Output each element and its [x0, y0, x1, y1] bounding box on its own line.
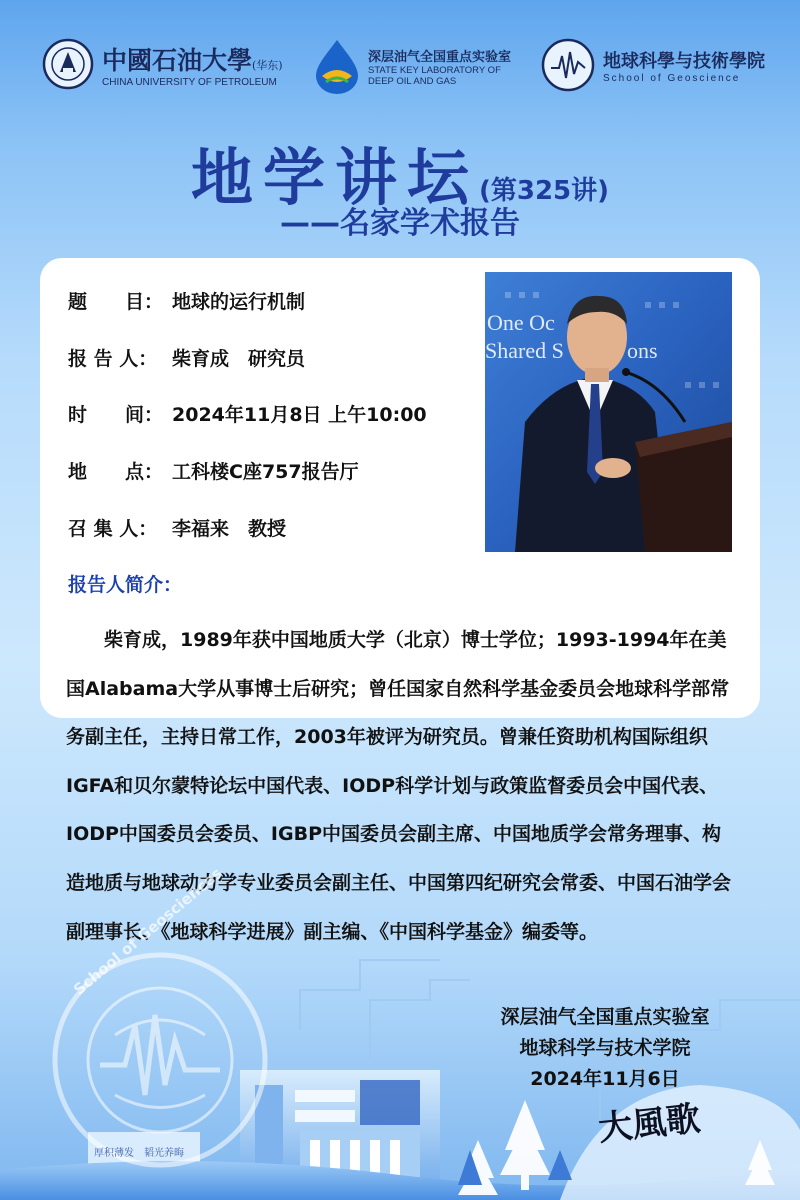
info-value: 2024年11月8日 上午10:00 [172, 404, 427, 426]
school-logo-group [541, 38, 765, 92]
photo-screen-text-3: ons [627, 338, 658, 363]
school-name-en: School of Geoscience [603, 72, 741, 84]
footer-school-name: 地球科学与技术学院 [519, 1037, 691, 1059]
info-row-speaker [68, 344, 305, 371]
info-value: 地球的运行机制 [172, 291, 306, 313]
info-label: 召 集 人： [68, 518, 158, 540]
lab-name-cn: 深层油气全国重点实验室 [368, 49, 512, 65]
info-row-time [68, 400, 427, 427]
upc-name-cn: 中國石油大學 [102, 45, 253, 75]
info-label: 时 间： [68, 404, 164, 426]
info-value: 柴育成 研究员 [172, 348, 306, 370]
footer-lab-name: 深层油气全国重点实验室 [500, 1006, 710, 1028]
lecture-subtitle: ——名家学术报告 [280, 206, 520, 241]
info-row-location [68, 457, 359, 484]
lab-logo-group [314, 38, 511, 94]
bookmark-text: 厚积薄发 韬光养晦 [94, 1148, 184, 1159]
info-label: 题 目： [68, 291, 164, 313]
lecture-series-name: 地学讲坛 [190, 141, 479, 214]
photo-screen-text-2: Shared S [485, 338, 564, 363]
speaker-photo [485, 272, 732, 552]
calligraphy-mark: 大風歌 [596, 1098, 703, 1150]
upc-emblem-icon [42, 38, 94, 90]
info-row-topic [68, 287, 305, 314]
upc-name-suffix: (华东) [252, 58, 283, 72]
info-label: 报 告 人： [68, 348, 158, 370]
lab-droplet-icon [314, 38, 360, 94]
photo-screen-text-1: One Oc [487, 310, 555, 335]
upc-name-en: CHINA UNIVERSITY OF PETROLEUM [102, 76, 277, 88]
seal-text: School of Geosciences [70, 864, 226, 999]
lab-name-en-2: DEEP OIL AND GAS [368, 75, 457, 87]
footer-organizers [440, 1002, 770, 1095]
lab-name-en-1: STATE KEY LABORATORY OF [368, 64, 501, 76]
bio-text: 柴育成，1989年获中国地质大学（北京）博士学位；1993-1994年在美国Alabama大学从事博士后研究；曾任国家自然科学基金委员会地球科学部常务副主任，主持日常工作，2003年被评为研究员。曾兼任资助机构国际组织IGFA和贝尔蒙特论坛中国代表、IODP科学计划与政策监督委员会中国代表、IODP中国委员会委员、IGBP中国委员会副主席、中国地质学会常务理事、构造地质与地球动力学专业委员会副主任、中国第四纪研究会常委、中国石油学会副理事长、《地球科学进展》副主编、《中国科学基金》编委等。 [66, 629, 732, 943]
school-emblem-icon [541, 38, 595, 92]
info-value: 工科楼C座757报告厅 [172, 461, 359, 483]
header-logos [0, 38, 800, 108]
info-value: 李福来 教授 [172, 518, 287, 540]
info-row-convener [68, 514, 286, 541]
footer-date: 2024年11月6日 [530, 1068, 680, 1090]
school-name-cn: 地球科學与技術學院 [603, 50, 765, 72]
lecture-issue: (第325讲) [478, 176, 610, 206]
bio-heading: 报告人简介： [68, 574, 183, 596]
upc-logo-group [42, 38, 283, 90]
info-label: 地 点： [68, 461, 164, 483]
